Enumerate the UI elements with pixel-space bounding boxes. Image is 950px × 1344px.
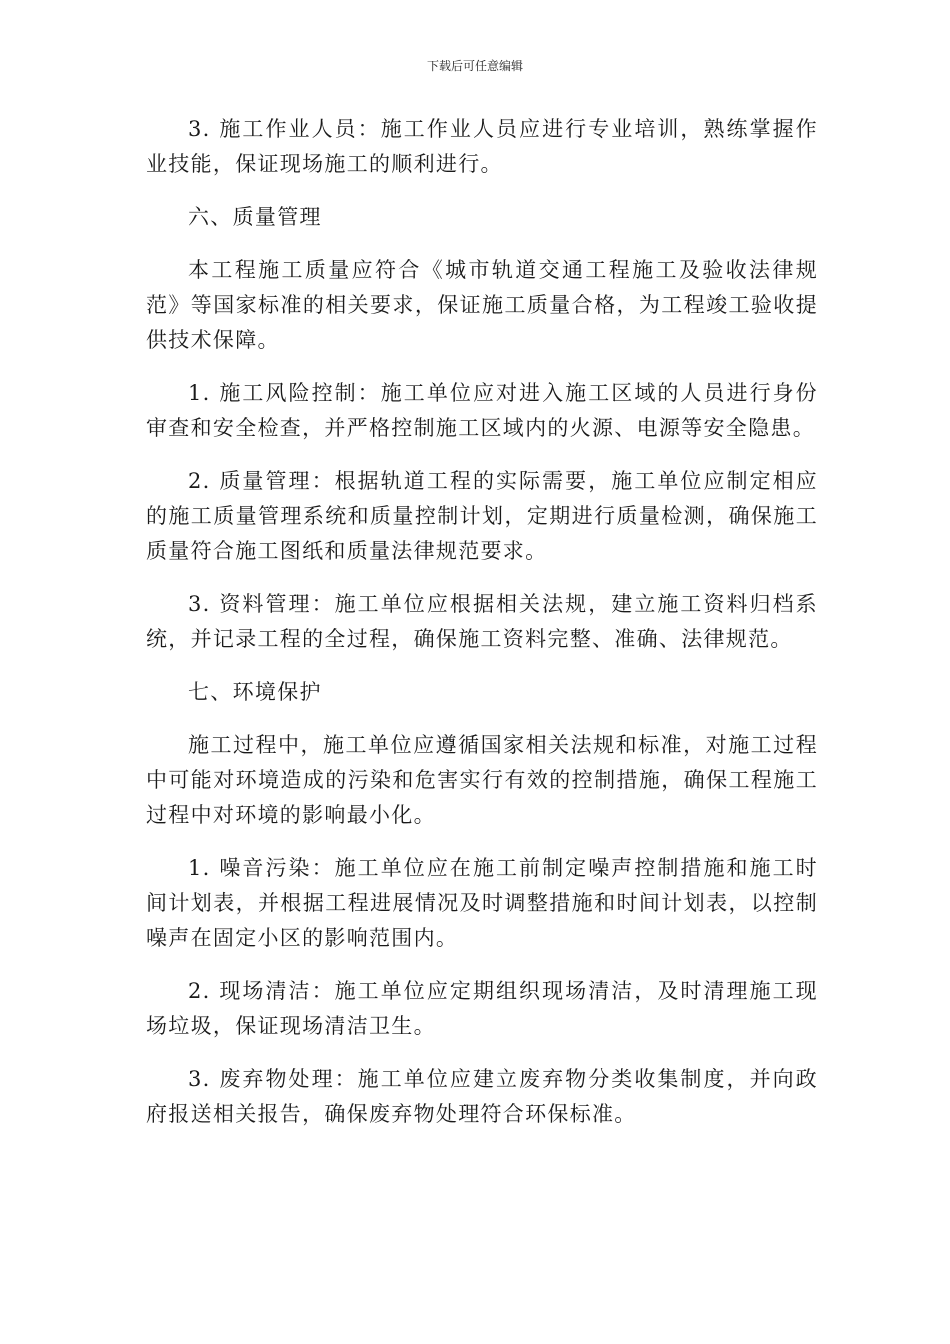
document-body <box>146 112 818 1150</box>
paragraph-environment-intro: 施工过程中，施工单位应遵循国家相关法规和标准，对施工过程中可能对环境造成的污染和危害实行有效的控制措施，确保工程施工过程中对环境的影响最小化。 <box>146 733 818 827</box>
paragraph-worker-personnel: 3. 施工作业人员：施工作业人员应进行专业培训，熟练掌握作业技能，保证现场施工的顺利进行。 <box>146 117 818 176</box>
paragraph-site-cleaning: 2. 现场清洁：施工单位应定期组织现场清洁，及时清理施工现场垃圾，保证现场清洁卫生。 <box>146 979 818 1038</box>
paragraph-waste-disposal: 3. 废弃物处理：施工单位应建立废弃物分类收集制度，并向政府报送相关报告，确保废弃物处理符合环保标准。 <box>146 1067 818 1126</box>
section-heading-environmental-protection: 七、环境保护 <box>188 680 322 704</box>
paragraph-noise-pollution: 1. 噪音污染：施工单位应在施工前制定噪声控制措施和施工时间计划表，并根据工程进展情况及时调整措施和时间计划表，以控制噪声在固定小区的影响范围内。 <box>146 856 818 950</box>
section-heading-quality-management: 六、质量管理 <box>188 205 322 229</box>
paragraph-quality-intro: 本工程施工质量应符合《城市轨道交通工程施工及验收法律规范》等国家标准的相关要求，保证施工质量合格，为工程竣工验收提供技术保障。 <box>146 258 818 352</box>
paragraph-quality-management: 2. 质量管理：根据轨道工程的实际需要，施工单位应制定相应的施工质量管理系统和质量控制计划，定期进行质量检测，确保施工质量符合施工图纸和质量法律规范要求。 <box>146 469 818 563</box>
header-note: 下载后可任意编辑 <box>426 59 523 73</box>
paragraph-document-management: 3. 资料管理：施工单位应根据相关法规，建立施工资料归档系统，并记录工程的全过程，确保施工资料完整、准确、法律规范。 <box>146 592 818 651</box>
paragraph-risk-control: 1. 施工风险控制：施工单位应对进入施工区域的人员进行身份审查和安全检查，并严格控制施工区域内的火源、电源等安全隐患。 <box>146 381 818 440</box>
